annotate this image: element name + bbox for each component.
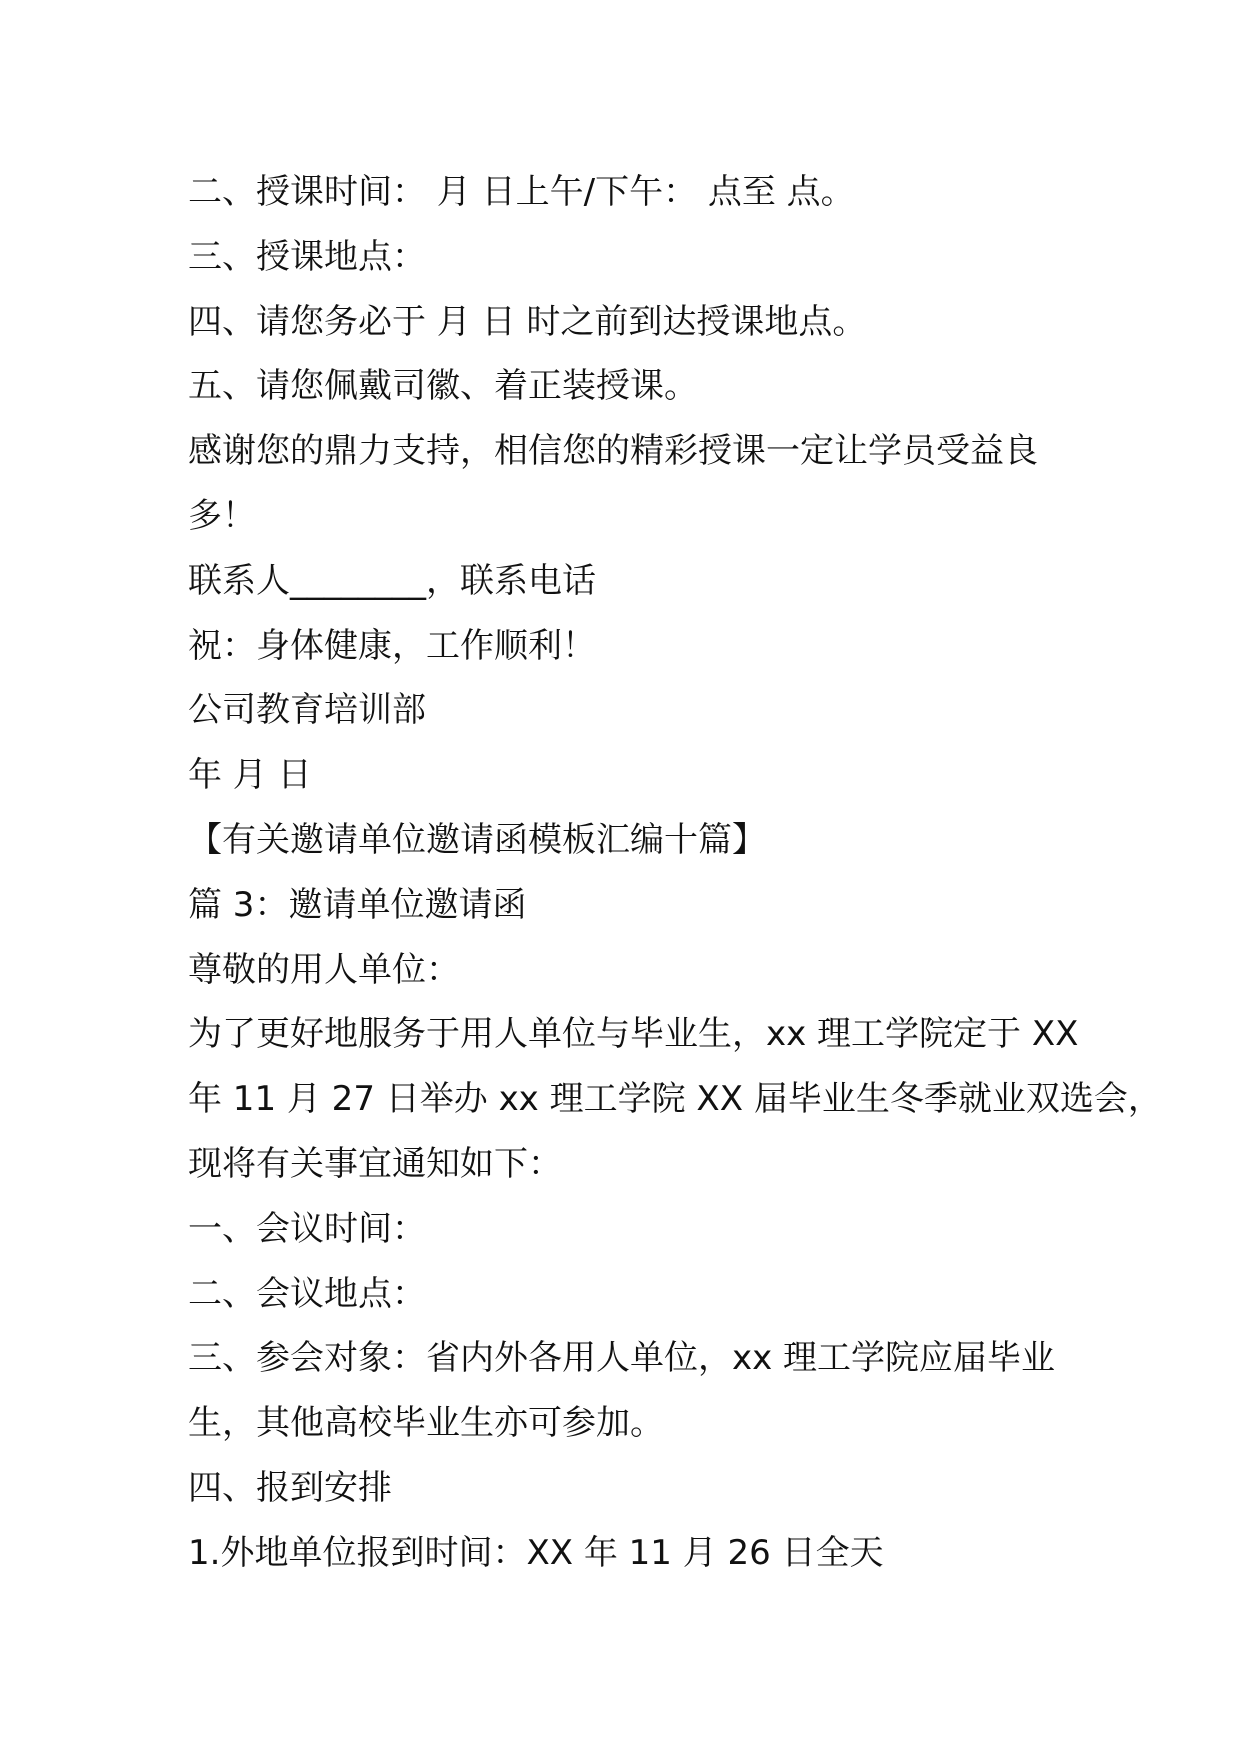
text-line-thanks: 感谢您的鼎力支持，相信您的精彩授课一定让学员受益良 xyxy=(188,431,1038,472)
text-line-signature-date: 年 月 日 xyxy=(188,755,312,796)
text-line-registration-time: 1.外地单位报到时间：XX 年 11 月 26 日全天 xyxy=(188,1532,884,1573)
text-line-intro-3: 现将有关事宜通知如下： xyxy=(188,1143,562,1184)
text-line-teaching-time: 二、授课时间： 月 日上午/下午： 点至 点。 xyxy=(188,172,855,212)
text-line-contact: 联系人________，联系电话 xyxy=(188,560,596,601)
text-line-salutation: 尊敬的用人单位： xyxy=(188,949,460,990)
section-heading: 【有关邀请单位邀请函模板汇编十篇】 xyxy=(188,819,766,860)
text-line-wishes: 祝：身体健康，工作顺利！ xyxy=(188,625,596,666)
text-line-participants-continued: 生，其他高校毕业生亦可参加。 xyxy=(188,1403,664,1444)
text-line-meeting-location: 二、会议地点： xyxy=(188,1273,426,1314)
text-line-meeting-time: 一、会议时间： xyxy=(188,1208,426,1249)
text-line-registration: 四、报到安排 xyxy=(188,1467,392,1508)
text-line-intro-2: 年 11 月 27 日举办 xx 理工学院 XX 届毕业生冬季就业双选会， xyxy=(188,1079,1162,1120)
text-line-arrival-time: 四、请您务必于 月 日 时之前到达授课地点。 xyxy=(188,301,867,342)
text-line-participants: 三、参会对象：省内外各用人单位，xx 理工学院应届毕业 xyxy=(188,1338,1056,1379)
text-line-dress-code: 五、请您佩戴司徽、着正装授课。 xyxy=(188,366,698,407)
article-title: 篇 3：邀请单位邀请函 xyxy=(188,884,527,925)
text-line-thanks-continued: 多！ xyxy=(188,495,256,536)
text-line-intro-1: 为了更好地服务于用人单位与毕业生，xx 理工学院定于 XX xyxy=(188,1014,1079,1055)
text-line-signature-dept: 公司教育培训部 xyxy=(188,690,426,731)
text-line-teaching-location: 三、授课地点： xyxy=(188,236,426,277)
